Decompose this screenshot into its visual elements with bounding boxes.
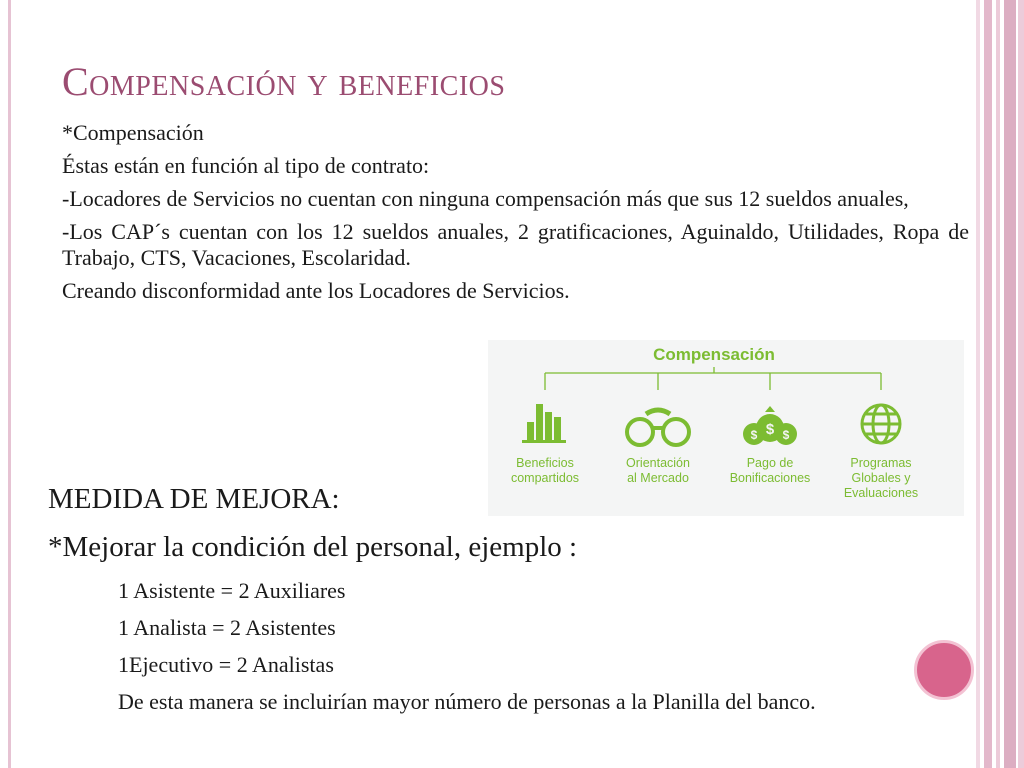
binoculars-icon [627, 410, 689, 445]
graphic-item-label: Bonificaciones [729, 471, 811, 485]
slide-title: Compensación y beneficios [62, 59, 506, 104]
right-decorative-stripes [976, 0, 1024, 768]
body-paragraph: Éstas están en función al tipo de contrato: [62, 153, 430, 178]
measure-item: 1 Asistente = 2 Auxiliares [118, 578, 346, 603]
graphic-item-label: Pago de [746, 456, 794, 470]
body-paragraph: Creando disconformidad ante los Locadores de Servicios. [62, 278, 570, 303]
svg-text:$: $ [750, 428, 758, 442]
body-paragraph: -Locadores de Servicios no cuentan con ninguna compensación más que sus 12 sueldos anuales, [62, 186, 909, 211]
measure-item: 1 Analista = 2 Asistentes [118, 615, 336, 640]
measure-item: De esta manera se incluirían mayor número de personas a la Planilla del banco. [118, 689, 816, 714]
body-text [62, 120, 969, 311]
graphic-item-label: Programas [850, 456, 912, 470]
measure-item: 1Ejecutivo = 2 Analistas [118, 652, 334, 677]
graphic-item-label: compartidos [510, 471, 580, 485]
left-decorative-bar [8, 0, 11, 768]
graphic-item-label: Beneficios [516, 456, 574, 470]
bar-chart-icon [522, 404, 566, 443]
graphic-item-label: al Mercado [627, 471, 689, 485]
svg-text:$: $ [782, 428, 790, 442]
body-paragraph: -Los CAP´s cuentan con los 12 sueldos anuales, 2 gratificaciones, Aguinaldo, Utilidades, Ropa de Trabajo, CTS, Vacaciones, Escolaridad. [62, 219, 969, 270]
graphic-title: Compensación [653, 345, 775, 364]
graphic-item-label: Globales y [851, 471, 911, 485]
globe-icon [862, 405, 900, 443]
improvement-measure [48, 482, 577, 564]
measure-list [118, 578, 938, 726]
graphic-connector-lines [545, 367, 881, 390]
graphic-item-label: Orientación [626, 456, 690, 470]
money-bags-icon [743, 406, 797, 445]
measure-subheading: *Mejorar la condición del personal, ejemplo : [48, 531, 578, 563]
decorative-circle [914, 640, 974, 700]
graphic-item-label: Evaluaciones [843, 486, 919, 500]
measure-heading: MEDIDA DE MEJORA: [48, 483, 340, 515]
svg-text:$: $ [765, 421, 775, 438]
body-paragraph: *Compensación [62, 120, 204, 145]
